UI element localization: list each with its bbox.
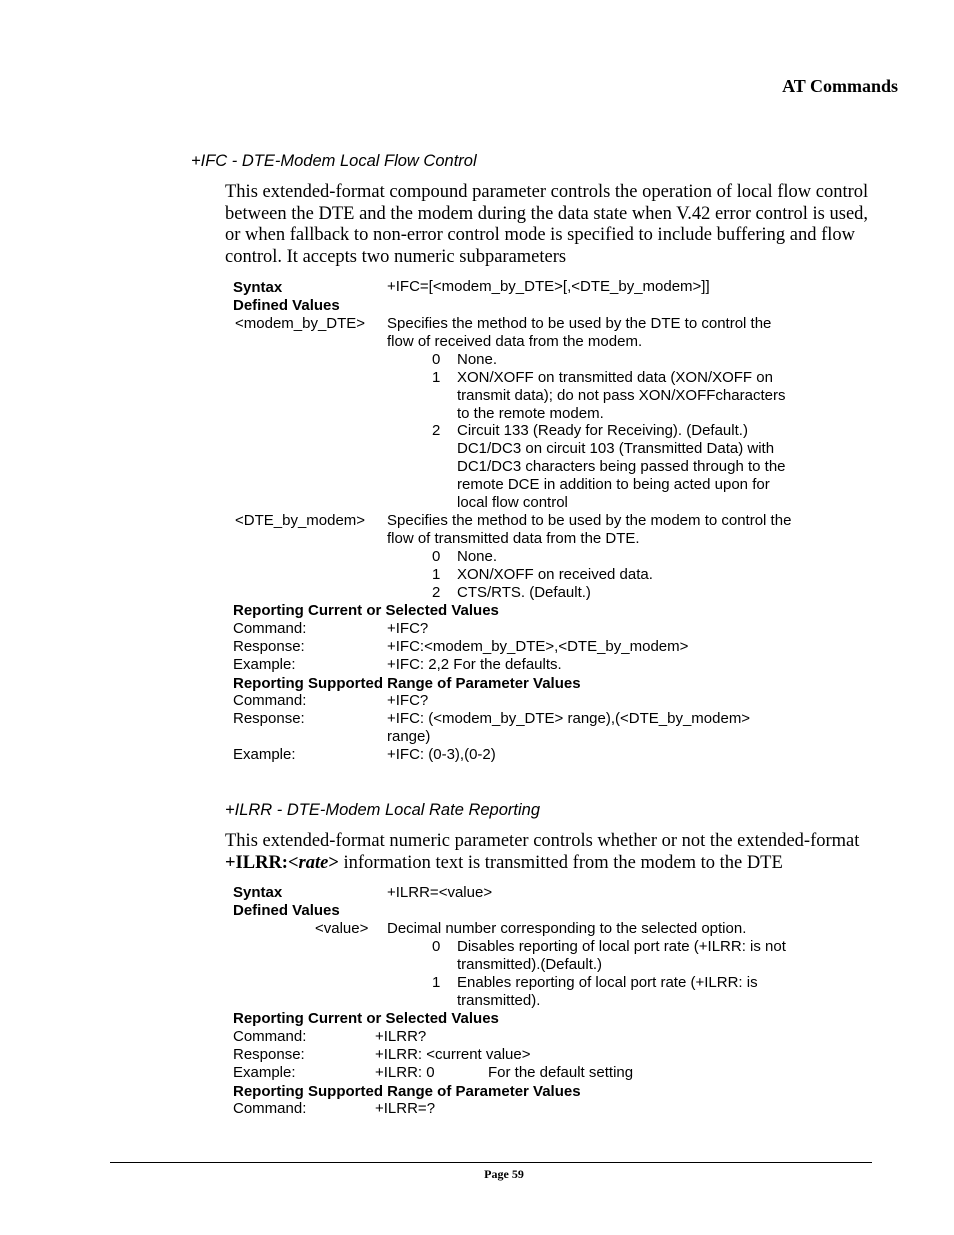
intro-line: This extended-format compound parameter controls the operation of local flow control xyxy=(225,182,869,202)
example-label: Example: xyxy=(233,746,296,763)
param-desc: Decimal number corresponding to the selected option. xyxy=(387,920,747,937)
example-label: Example: xyxy=(233,1064,296,1081)
syntax-label: Syntax xyxy=(233,884,283,901)
option-text: remote DCE in addition to being acted upon for xyxy=(457,476,770,493)
footer-rule xyxy=(110,1162,872,1163)
command-value: +ILRR=? xyxy=(375,1100,436,1117)
response-value: +IFC:<modem_by_DTE>,<DTE_by_modem> xyxy=(387,638,689,655)
response-value: +IFC: (<modem_by_DTE> range),(<DTE_by_modem> xyxy=(387,710,751,727)
option-text: Circuit 133 (Ready for Receiving). (Default.) xyxy=(457,422,748,439)
reporting-current-label: Reporting Current or Selected Values xyxy=(233,1010,499,1027)
example-value: +IFC: (0-3),(0-2) xyxy=(387,746,496,763)
param-desc: flow of transmitted data from the DTE. xyxy=(387,530,640,547)
defined-values-label: Defined Values xyxy=(233,297,340,314)
option-number: 0 xyxy=(432,938,441,955)
response-label: Response: xyxy=(233,710,305,727)
command-label: Command: xyxy=(233,1100,307,1117)
option-number: 1 xyxy=(432,369,441,386)
example-value: +ILRR: 0 xyxy=(375,1064,435,1081)
option-number: 2 xyxy=(432,584,441,601)
running-header: AT Commands xyxy=(782,76,898,96)
response-value: +ILRR: <current value> xyxy=(375,1046,531,1063)
option-number: 0 xyxy=(432,351,441,368)
syntax-value: +IFC=[<modem_by_DTE>[,<DTE_by_modem>]] xyxy=(387,278,710,295)
rate-token: rate xyxy=(298,853,329,873)
option-number: 0 xyxy=(432,548,441,565)
option-text: XON/XOFF on received data. xyxy=(457,566,653,583)
command-label: Command: xyxy=(233,692,307,709)
option-number: 1 xyxy=(432,566,441,583)
option-text: Enables reporting of local port rate (+ILRR: is xyxy=(457,974,758,991)
intro-rest: information text is transmitted from the modem to the DTE xyxy=(338,853,783,873)
response-label: Response: xyxy=(233,1046,305,1063)
ilrr-token: +ILRR:< xyxy=(225,853,299,873)
example-label: Example: xyxy=(233,656,296,673)
section-title-ilrr: +ILRR - DTE-Modem Local Rate Reporting xyxy=(225,801,540,819)
option-text: transmitted).(Default.) xyxy=(457,956,603,973)
command-label: Command: xyxy=(233,620,307,637)
option-text: local flow control xyxy=(457,494,568,511)
param-name-value: <value> xyxy=(315,920,369,937)
option-text: Disables reporting of local port rate (+ILRR: is not xyxy=(457,938,786,955)
defined-values-label: Defined Values xyxy=(233,902,340,919)
intro-line xyxy=(225,853,783,875)
option-text: DC1/DC3 on circuit 103 (Transmitted Data) with xyxy=(457,440,775,457)
option-number: 2 xyxy=(432,422,441,439)
param-name-dte-by-modem: <DTE_by_modem> xyxy=(235,512,366,529)
param-desc: Specifies the method to be used by the DTE to control the xyxy=(387,315,772,332)
syntax-label: Syntax xyxy=(233,279,283,296)
reporting-range-label: Reporting Supported Range of Parameter Values xyxy=(233,675,581,692)
param-desc: Specifies the method to be used by the modem to control the xyxy=(387,512,792,529)
option-text: transmit data); do not pass XON/XOFFcharacters xyxy=(457,387,786,404)
param-desc: flow of received data from the modem. xyxy=(387,333,643,350)
example-value: +IFC: 2,2 For the defaults. xyxy=(387,656,562,673)
reporting-current-label: Reporting Current or Selected Values xyxy=(233,602,499,619)
reporting-range-label: Reporting Supported Range of Parameter Values xyxy=(233,1083,581,1100)
option-number: 1 xyxy=(432,974,441,991)
option-text: DC1/DC3 characters being passed through to the xyxy=(457,458,786,475)
response-value: range) xyxy=(387,728,431,745)
ilrr-token-close: > xyxy=(328,853,339,873)
intro-line: between the DTE and the modem during the data state when V.42 error control is used, xyxy=(225,204,869,224)
command-value: +IFC? xyxy=(387,620,429,637)
option-text: transmitted). xyxy=(457,992,541,1009)
option-text: to the remote modem. xyxy=(457,405,604,422)
section-title-ifc: +IFC - DTE-Modem Local Flow Control xyxy=(191,152,477,170)
param-name-modem-by-dte: <modem_by_DTE> xyxy=(235,315,366,332)
syntax-value: +ILRR=<value> xyxy=(387,884,493,901)
example-note: For the default setting xyxy=(488,1064,634,1081)
response-label: Response: xyxy=(233,638,305,655)
page-number: Page 59 xyxy=(484,1167,524,1181)
option-text: None. xyxy=(457,351,498,368)
command-label: Command: xyxy=(233,1028,307,1045)
intro-line: This extended-format numeric parameter controls whether or not the extended-format xyxy=(225,831,860,851)
option-text: CTS/RTS. (Default.) xyxy=(457,584,591,601)
command-value: +ILRR? xyxy=(375,1028,427,1045)
option-text: None. xyxy=(457,548,498,565)
intro-line: or when fallback to non-error control mode is specified to include buffering and flow xyxy=(225,225,856,245)
option-text: XON/XOFF on transmitted data (XON/XOFF on xyxy=(457,369,773,386)
intro-line: control. It accepts two numeric subparameters xyxy=(225,247,567,267)
command-value: +IFC? xyxy=(387,692,429,709)
